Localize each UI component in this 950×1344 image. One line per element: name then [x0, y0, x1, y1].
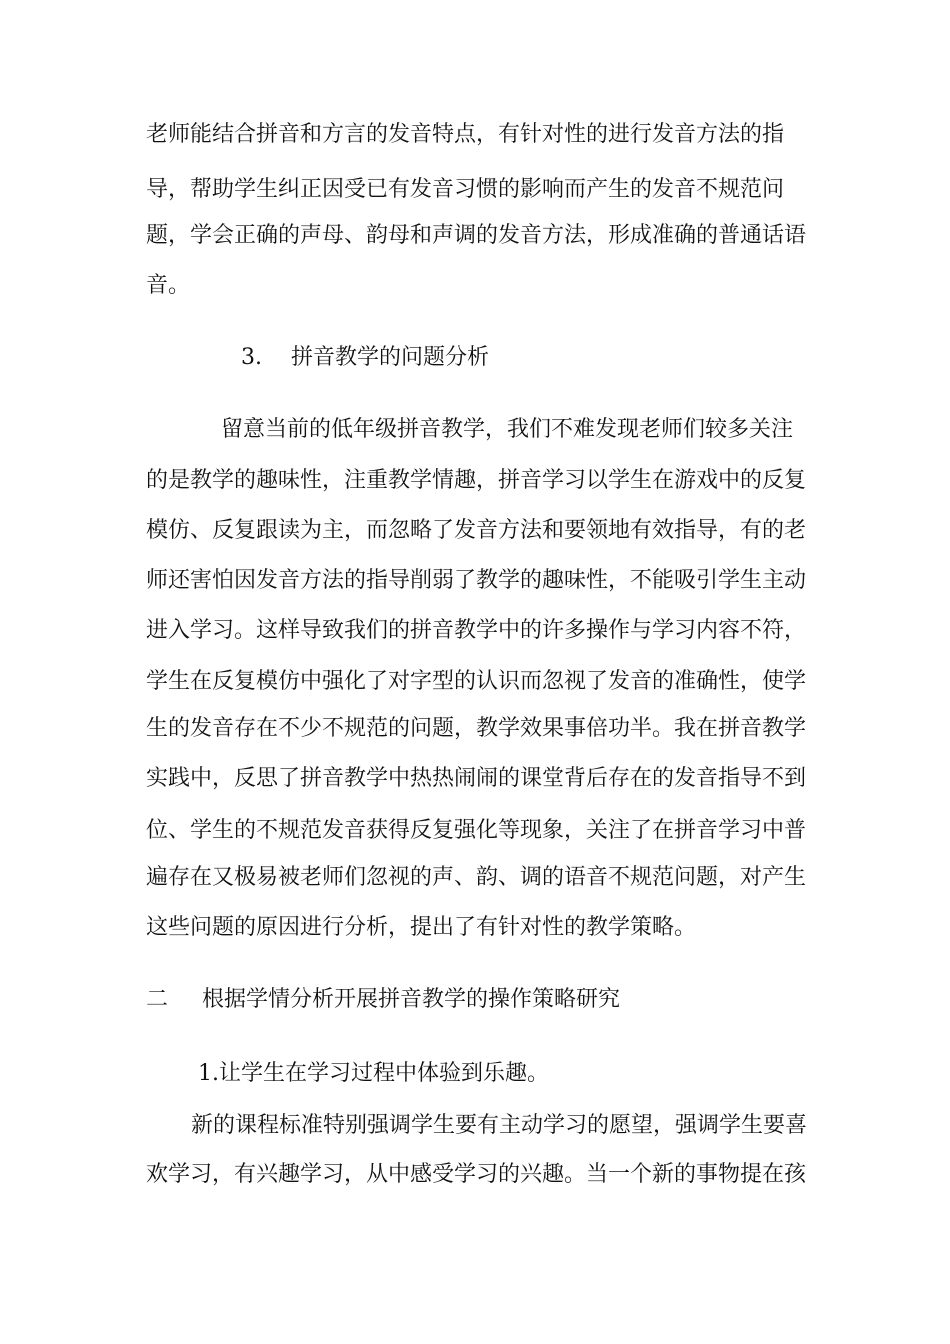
paragraph-line: 题，学会正确的声母、韵母和声调的发音方法，形成准确的普通话语 — [146, 223, 807, 248]
paragraph-line: 新的课程标准特别强调学生要有主动学习的愿望，强调学生要喜 — [191, 1113, 808, 1138]
paragraph-line: 欢学习，有兴趣学习，从中感受学习的兴趣。当一个新的事物提在孩 — [146, 1162, 807, 1187]
paragraph-line: 位、学生的不规范发音获得反复强化等现象，关注了在拼音学习中普 — [146, 818, 807, 843]
section-heading: 拼音教学的问题分析 — [291, 345, 490, 370]
paragraph-line: 生的发音存在不少不规范的问题，教学效果事倍功半。我在拼音教学 — [146, 716, 807, 741]
section-number: 3. — [241, 345, 262, 370]
paragraph-line: 模仿、反复跟读为主，而忽略了发音方法和要领地有效指导，有的老 — [146, 518, 807, 543]
paragraph-line: 这些问题的原因进行分析，提出了有针对性的教学策略。 — [146, 915, 697, 940]
paragraph-line: 老师能结合拼音和方言的发音特点，有针对性的进行发音方法的指 — [146, 122, 785, 147]
chapter-heading: 根据学情分析开展拼音教学的操作策略研究 — [202, 987, 621, 1012]
paragraph-line: 的是教学的趣味性，注重教学情趣，拼音学习以学生在游戏中的反复 — [146, 468, 807, 493]
paragraph-line: 留意当前的低年级拼音教学，我们不难发现老师们较多关注 — [221, 417, 794, 442]
paragraph-line: 音。 — [146, 273, 191, 298]
list-item: 1.让学生在学习过程中体验到乐趣。 — [198, 1061, 549, 1086]
paragraph-line: 导，帮助学生纠正因受已有发音习惯的影响而产生的发音不规范问 — [146, 177, 785, 202]
chapter-number: 二 — [146, 987, 169, 1012]
paragraph-line: 师还害怕因发音方法的指导削弱了教学的趣味性，不能吸引学生主动 — [146, 568, 807, 593]
paragraph-line: 学生在反复模仿中强化了对字型的认识而忽视了发音的准确性，使学 — [146, 669, 807, 694]
paragraph-line: 遍存在又极易被老师们忽视的声、韵、调的语音不规范问题，对产生 — [146, 865, 807, 890]
paragraph-line: 进入学习。这样导致我们的拼音教学中的许多操作与学习内容不符， — [146, 618, 807, 643]
paragraph-line: 实践中，反思了拼音教学中热热闹闹的课堂背后存在的发音指导不到 — [146, 766, 807, 791]
